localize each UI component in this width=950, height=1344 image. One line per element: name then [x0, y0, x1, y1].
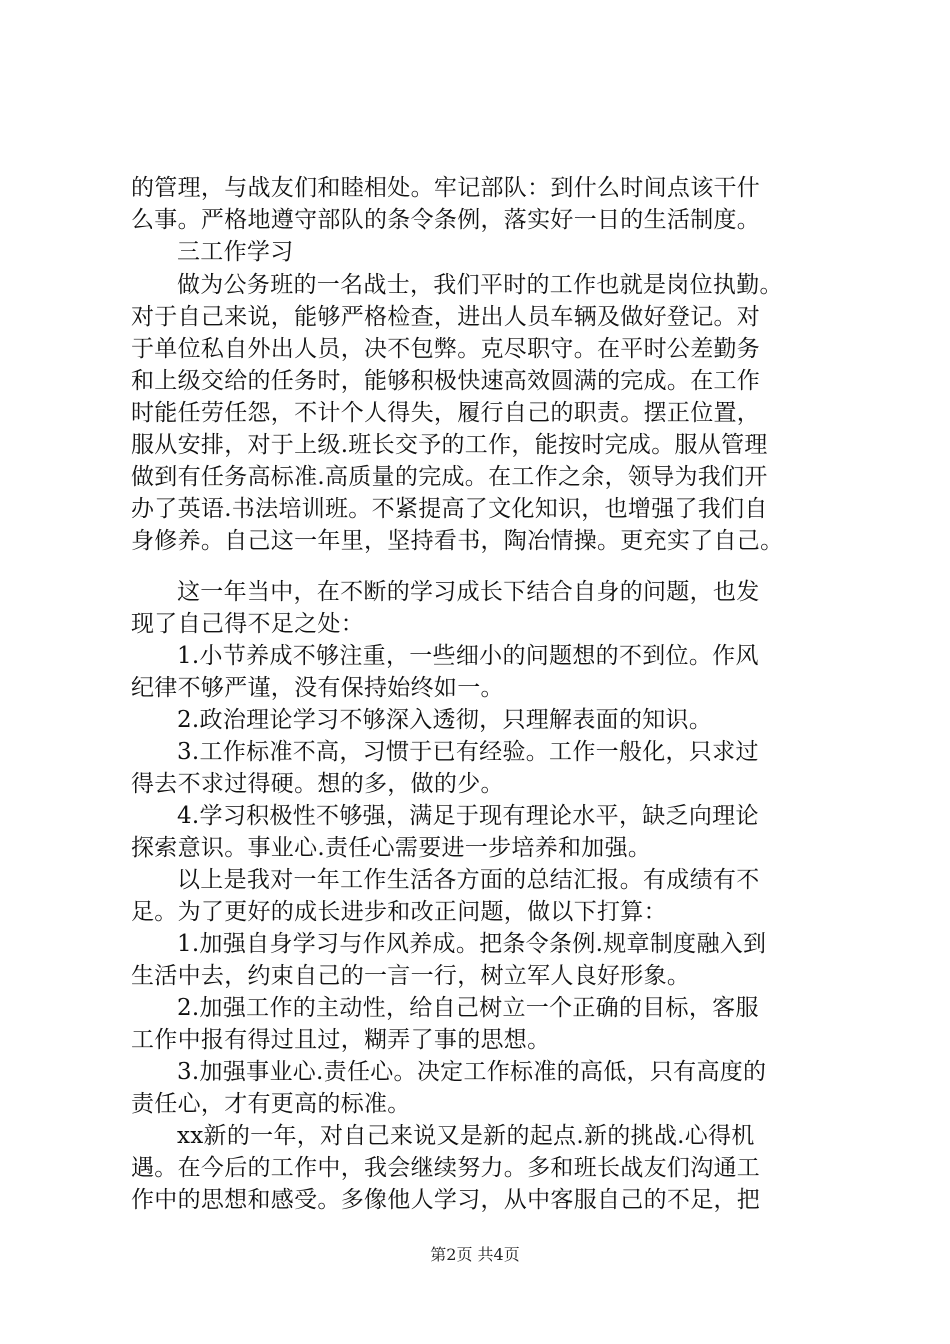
- text-line: 生活中去，约束自己的一言一行，树立军人良好形象。: [131, 963, 691, 989]
- text-line: 现了自己得不足之处：: [131, 611, 364, 637]
- text-line: 工作中报有得过且过，糊弄了事的思想。: [131, 1027, 551, 1053]
- text-line: xx新的一年，对自己来说又是新的起点.新的挑战.心得机: [177, 1123, 755, 1149]
- text-line: 纪律不够严谨，没有保持始终如一。: [131, 675, 504, 701]
- text-line: 得去不求过得硬。想的多，做的少。: [131, 771, 504, 797]
- text-line: 于单位私自外出人员，决不包弊。克尽职守。在平时公差勤务: [131, 336, 761, 362]
- text-line: 服从安排，对于上级.班长交予的工作，能按时完成。服从管理: [131, 432, 768, 458]
- list-item: 3.工作标准不高，习惯于已有经验。工作一般化，只求过: [177, 739, 759, 765]
- text-line: 责任心，才有更高的标准。: [131, 1091, 411, 1117]
- text-line: 和上级交给的任务时，能够积极快速高效圆满的完成。在工作: [131, 368, 761, 394]
- text-line: 做到有任务高标准.高质量的完成。在工作之余，领导为我们开: [131, 464, 768, 490]
- text-line: 做为公务班的一名战士，我们平时的工作也就是岗位执勤。: [177, 272, 783, 298]
- page-number-footer: 第2页 共4页: [430, 1245, 520, 1264]
- list-item: 3.加强事业心.责任心。决定工作标准的高低，只有高度的: [177, 1059, 767, 1085]
- text-line: 作中的思想和感受。多像他人学习，从中客服自己的不足，把: [131, 1187, 761, 1213]
- text-line: 对于自己来说，能够严格检查，进出人员车辆及做好登记。对: [131, 304, 761, 330]
- section-heading: 三工作学习: [177, 239, 294, 265]
- text-line: 的管理，与战友们和睦相处。牢记部队：到什么时间点该干什: [131, 175, 761, 201]
- list-item: 1.加强自身学习与作风养成。把条令条例.规章制度融入到: [177, 931, 767, 957]
- text-line: 遇。在今后的工作中，我会继续努力。多和班长战友们沟通工: [131, 1155, 761, 1181]
- text-line: 足。为了更好的成长进步和改正问题，做以下打算：: [131, 899, 667, 925]
- text-line: 这一年当中，在不断的学习成长下结合自身的问题，也发: [177, 579, 760, 605]
- list-item: 1.小节养成不够注重，一些细小的问题想的不到位。作风: [177, 643, 759, 669]
- text-line: 探索意识。事业心.责任心需要进一步培养和加强。: [131, 835, 652, 861]
- text-line: 么事。严格地遵守部队的条令条例，落实好一日的生活制度。: [131, 207, 761, 233]
- list-item: 4.学习积极性不够强，满足于现有理论水平，缺乏向理论: [177, 803, 759, 829]
- list-item: 2.加强工作的主动性，给自己树立一个正确的目标，客服: [177, 995, 759, 1021]
- text-line: 时能任劳任怨，不计个人得失，履行自己的职责。摆正位置，: [131, 400, 761, 426]
- text-line: 以上是我对一年工作生活各方面的总结汇报。有成绩有不: [177, 867, 760, 893]
- list-item: 2.政治理论学习不够深入透彻，只理解表面的知识。: [177, 707, 713, 733]
- text-line: 身修养。自己这一年里，坚持看书，陶冶情操。更充实了自己。: [131, 528, 784, 554]
- text-line: 办了英语.书法培训班。不紧提高了文化知识，也增强了我们自: [131, 496, 768, 522]
